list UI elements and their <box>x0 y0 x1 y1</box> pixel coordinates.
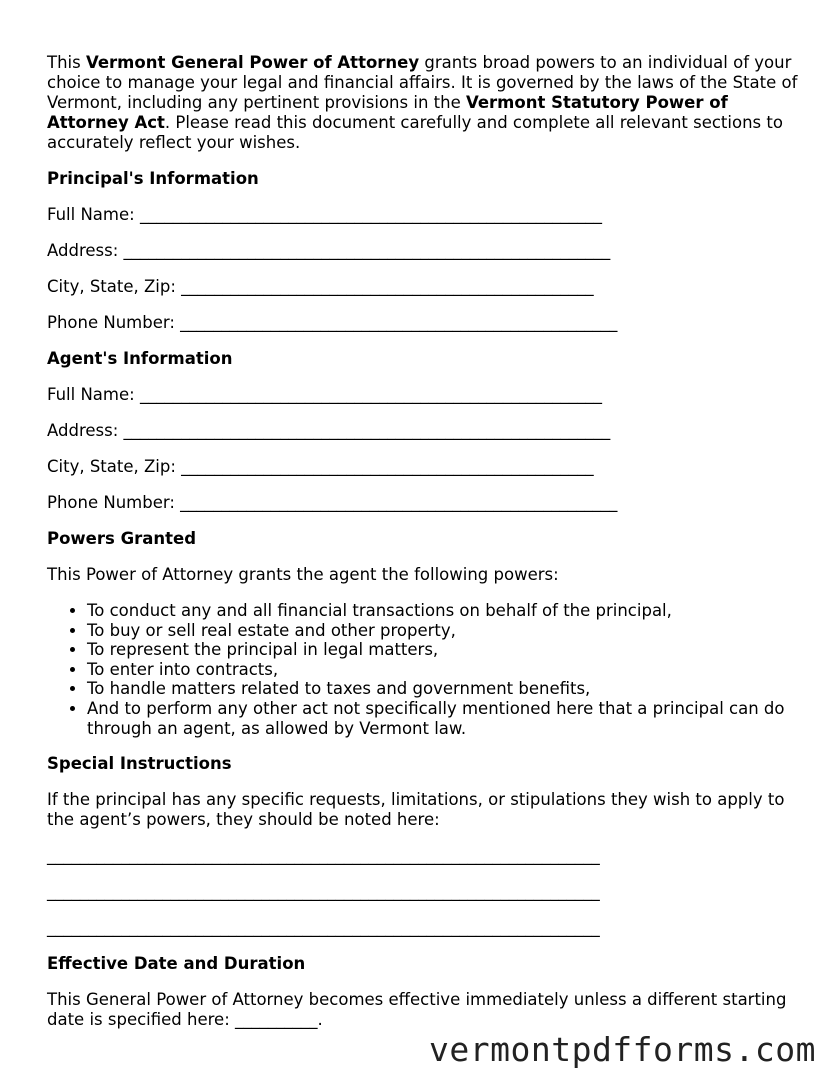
principal-city-state-zip-field[interactable]: City, State, Zip: __________________________________________________ <box>47 277 594 296</box>
list-item: • To enter into contracts, <box>87 660 807 680</box>
agent-phone-field[interactable]: Phone Number: _____________________________________________________ <box>47 493 618 512</box>
agent-city-state-zip-field[interactable]: City, State, Zip: __________________________________________________ <box>47 457 594 476</box>
list-item: • To handle matters related to taxes and government benefits, <box>87 679 807 699</box>
intro-paragraph: This Vermont General Power of Attorney grants broad powers to an individual of your choice to manage your legal and financial affairs. It is governed by the laws of the State of Vermont, including any pertinent provisions in the Vermont Statutory Power of Attorney Act. Please read this document carefully and complete all relevant sections to accurately reflect your wishes. <box>47 53 798 152</box>
agent-heading: Agent's Information <box>47 349 233 368</box>
principal-address-field[interactable]: Address: ___________________________________________________________ <box>47 241 611 260</box>
special-instructions-line-3[interactable]: ___________________________________________________________________ <box>47 918 600 938</box>
principal-full-name-field[interactable]: Full Name: ________________________________________________________ <box>47 205 602 224</box>
effective-date-text: This General Power of Attorney becomes effective immediately unless a different starting date is specified here: __________. <box>47 990 787 1030</box>
powers-heading: Powers Granted <box>47 529 197 548</box>
form-title: Vermont General Power of Attorney <box>85 53 420 72</box>
list-item: • To buy or sell real estate and other property, <box>87 621 807 641</box>
list-item: • To conduct any and all financial transactions on behalf of the principal, <box>87 601 807 621</box>
powers-list <box>47 601 807 738</box>
list-item: • And to perform any other act not specifically mentioned here that a principal can do through an agent, as allowed by Vermont law. <box>87 699 807 738</box>
special-instructions-heading: Special Instructions <box>47 754 232 774</box>
site-watermark: vermontpdfforms.com <box>429 1030 816 1069</box>
act-name: Vermont Statutory Power of Attorney Act <box>47 93 728 132</box>
principal-heading: Principal's Information <box>47 169 259 188</box>
agent-address-field[interactable]: Address: ___________________________________________________________ <box>47 421 611 440</box>
principal-phone-field[interactable]: Phone Number: _____________________________________________________ <box>47 313 618 332</box>
special-instructions-line-1[interactable]: ___________________________________________________________________ <box>47 846 600 866</box>
powers-lead: This Power of Attorney grants the agent the following powers: <box>47 565 559 584</box>
agent-full-name-field[interactable]: Full Name: ________________________________________________________ <box>47 385 602 404</box>
special-instructions-line-2[interactable]: ___________________________________________________________________ <box>47 882 600 902</box>
effective-date-heading: Effective Date and Duration <box>47 954 306 974</box>
special-instructions-text: If the principal has any specific requests, limitations, or stipulations they wish to apply to the agent’s powers, they should be noted here: <box>47 790 785 830</box>
document-page <box>47 53 807 1030</box>
list-item: • To represent the principal in legal matters, <box>87 640 807 660</box>
